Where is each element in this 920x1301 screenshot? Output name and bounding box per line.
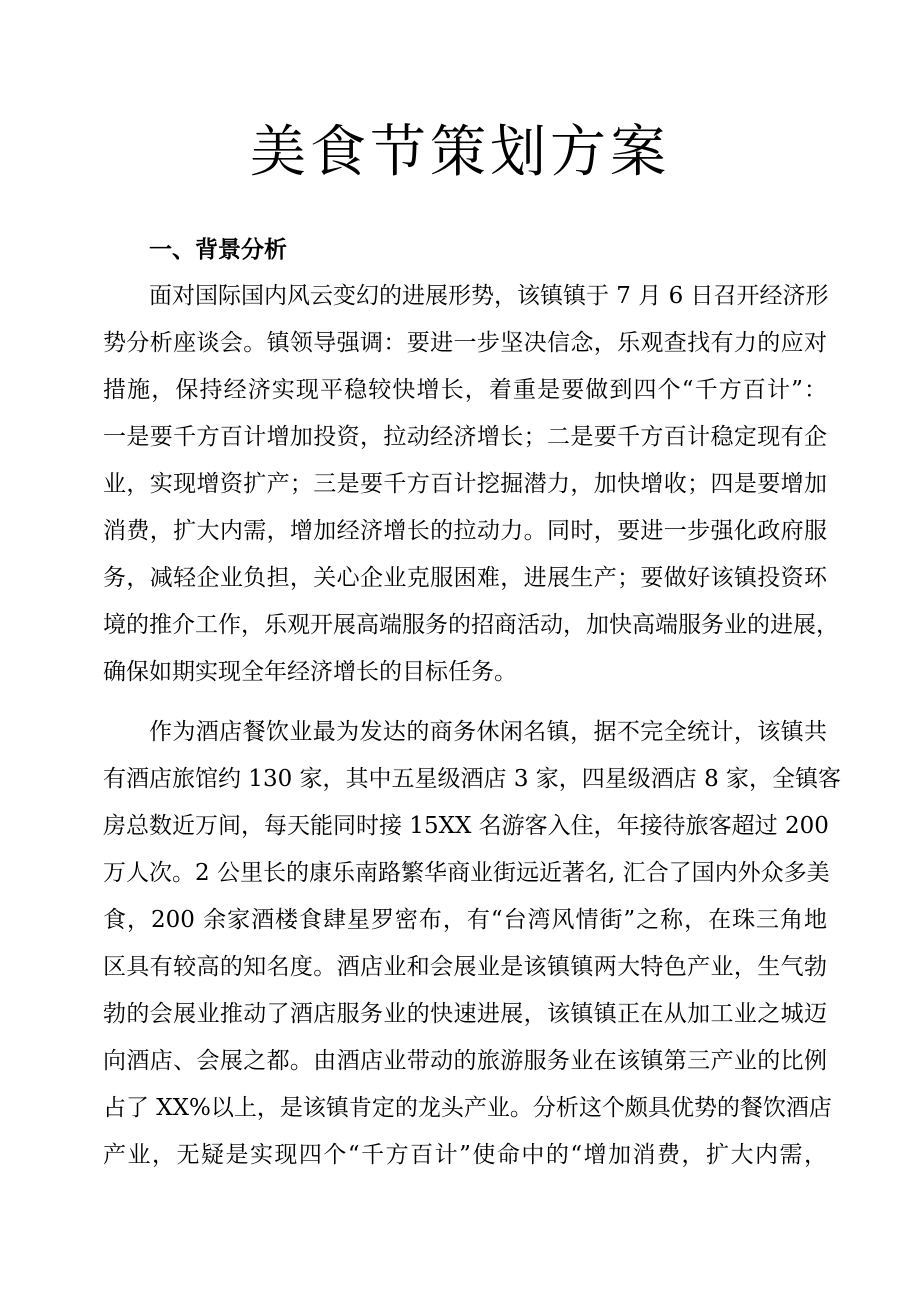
paragraph-1-line: 一是要千方百计增加投资，拉动经济增长；二是要千方百计稳定现有企 (103, 424, 827, 450)
paragraph-2-line: 占了 XX%以上，是该镇肯定的龙头产业。分析这个颇具优势的餐饮酒店 (103, 1095, 832, 1121)
paragraph-1-line: 消费，扩大内需，增加经济增长的拉动力。同时，要进一步强化政府服 (103, 518, 827, 544)
paragraph-2-line: 房总数近万间，每天能同时接 15XX 名游客入住，年接待旅客超过 200 (103, 813, 829, 839)
paragraph-2-line: 勃的会展业推动了酒店服务业的快速进展，该镇镇正在从加工业之城迈 (103, 1001, 827, 1027)
paragraph-2-line: 万人次。2 公里长的康乐南路繁华商业街远近著名, 汇合了国内外众多美 (103, 860, 830, 886)
paragraph-2-line: 区具有较高的知名度。酒店业和会展业是该镇镇两大特色产业，生气勃 (103, 954, 827, 980)
paragraph-1-line: 势分析座谈会。镇领导强调：要进一步坚决信念，乐观查找有力的应对 (103, 330, 827, 356)
paragraph-1-line: 业，实现增资扩产；三是要千方百计挖掘潜力，加快增收；四是要增加 (103, 471, 827, 497)
paragraph-1-line: 务，减轻企业负担，关心企业克服困难，进展生产；要做好该镇投资环 (103, 565, 827, 591)
section-heading: 一、背景分析 (149, 236, 287, 263)
paragraph-1-line: 面对国际国内风云变幻的进展形势，该镇镇于 7 月 6 日召开经济形 (149, 283, 829, 309)
paragraph-2-line: 向酒店、会展之都。由酒店业带动的旅游服务业在该镇第三产业的比例 (103, 1048, 827, 1074)
paragraph-2-line: 食，200 余家酒楼食肆星罗密布，有“台湾风情街”之称，在珠三角地 (103, 907, 827, 933)
paragraph-1-line: 境的推介工作，乐观开展高端服务的招商活动，加快高端服务业的进展， (103, 612, 839, 638)
paragraph-1-line: 确保如期实现全年经济增长的目标任务。 (103, 659, 517, 685)
paragraph-1-line: 措施，保持经济实现平稳较快增长，着重是要做到四个“千方百计”： (103, 377, 827, 403)
document-title: 美食节策划方案 (250, 120, 670, 185)
paragraph-2-line: 作为酒店餐饮业最为发达的商务休闲名镇，据不完全统计，该镇共 (149, 719, 827, 745)
paragraph-2-line: 产业，无疑是实现四个“千方百计”使命中的“增加消费，扩大内需， (103, 1142, 827, 1168)
paragraph-2-line: 有酒店旅馆约 130 家，其中五星级酒店 3 家，四星级酒店 8 家，全镇客 (103, 766, 842, 792)
